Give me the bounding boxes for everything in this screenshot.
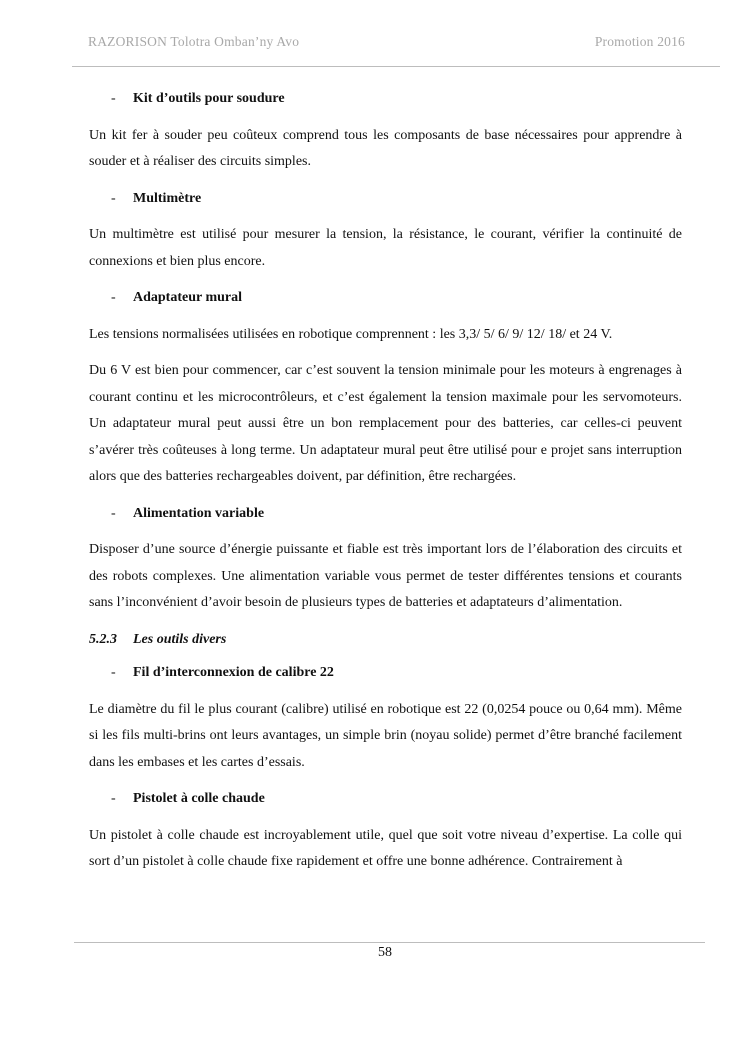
bullet-dash: - (111, 290, 116, 305)
heading-adaptateur-mural (89, 285, 682, 312)
section-heading-outils-divers (89, 627, 682, 654)
paragraph-adaptateur-mural: Du 6 V est bien pour commencer, car c’est souvent la tension minimale pour les moteurs à engrenages à courant continu et les microcontrôleurs, et c’est également la tension maximale pour les servomoteurs. Un adaptateur mural peut aussi être un bon remplacement pour des batteries, car celles-ci peuvent s’avérer très coûteuses à long terme. Un adaptateur mural peut être utilisé pour e projet sans interruption alors que des batteries rechargeables doivent, par définition, être rechargées. (89, 363, 682, 484)
bullet-dash: - (111, 791, 116, 806)
heading-fil-interconnexion (89, 660, 682, 687)
paragraph-multimetre: Un multimètre est utilisé pour mesurer la tension, la résistance, le courant, vérifier la continuité de connexions et bien plus encore. (89, 227, 682, 269)
heading-multimetre (89, 186, 682, 213)
heading-pistolet-colle (89, 786, 682, 813)
paragraph-fil-interconnexion: Le diamètre du fil le plus courant (calibre) utilisé en robotique est 22 (0,0254 pouce ou 0,64 mm). Même si les fils multi-brins ont leurs avantages, un simple brin (noyau solide) permet d’être branché facilement dans les embases et les cartes d’essais. (89, 701, 682, 770)
footer-divider (74, 942, 705, 943)
heading-adaptateur-mural-label: Adaptateur mural (133, 290, 243, 305)
paragraph-kit-soudure: Un kit fer à souder peu coûteux comprend tous les composants de base nécessaires pour apprendre à souder et à réaliser des circuits simples. (89, 127, 682, 169)
heading-multimetre-label: Multimètre (133, 190, 202, 206)
heading-alimentation-variable-label: Alimentation variable (133, 505, 265, 521)
paragraph-tensions-normalisees: Les tensions normalisées utilisées en robotique comprennent : les 3,3/ 5/ 6/ 9/ 12/ 18/ et 24 V. (89, 326, 613, 342)
heading-pistolet-colle-label: Pistolet à colle chaude (133, 791, 265, 806)
bullet-dash: - (111, 190, 116, 206)
heading-fil-interconnexion-label: Fil d’interconnexion de calibre 22 (133, 665, 334, 680)
bullet-dash: - (111, 505, 116, 521)
paragraph-alimentation-variable: Disposer d’une source d’énergie puissante et fiable est très important lors de l’élaboration des circuits et des robots complexes. Une alimentation variable vous permet de tester différentes tensions et courants sans l’inconvénient d’avoir besoin de plusieurs types de batteries et adaptateurs d’alimentation. (89, 542, 682, 610)
header-promotion: Promotion 2016 (594, 34, 685, 49)
section-number: 5.2.3 (89, 631, 117, 647)
heading-kit-soudure (89, 86, 682, 113)
page-number: 58 (378, 945, 392, 960)
page-body (89, 86, 682, 886)
header-divider (72, 66, 720, 67)
heading-alimentation-variable (89, 501, 682, 528)
bullet-dash: - (111, 665, 116, 680)
bullet-dash: - (111, 91, 116, 106)
header-author: RAZORISON Tolotra Omban’ny Avo (88, 34, 300, 49)
heading-kit-soudure-label: Kit d’outils pour soudure (133, 91, 285, 106)
section-title: Les outils divers (133, 631, 227, 647)
page-header (88, 34, 685, 56)
paragraph-pistolet-colle: Un pistolet à colle chaude est incroyablement utile, quel que soit votre niveau d’expertise. La colle qui sort d’un pistolet à colle chaude fixe rapidement et offre une bonne adhérence. Contrairement à (89, 827, 682, 869)
